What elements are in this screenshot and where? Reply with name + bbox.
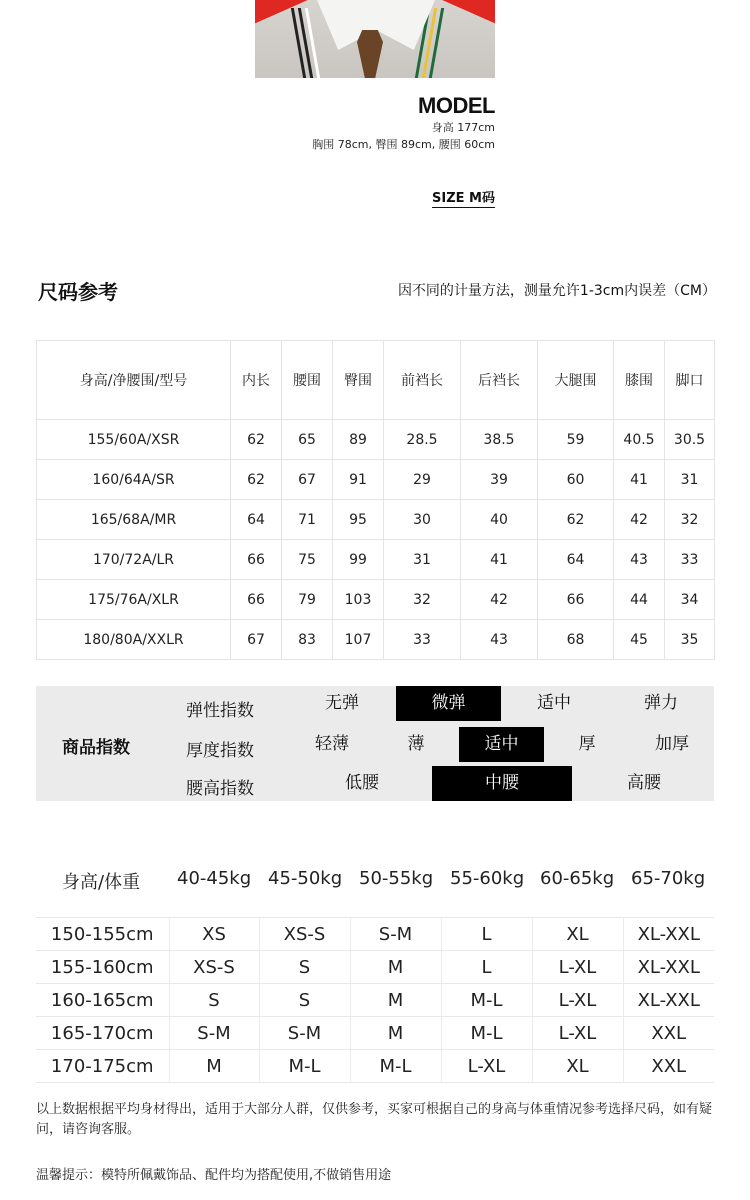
waist-height-option: 高腰 [627,773,661,793]
hw-cell: M-L [441,1017,532,1050]
table-row [36,984,714,1017]
hw-cell: XXL [623,1017,714,1050]
size-cell: 62 [231,420,282,460]
size-cell: 62 [538,500,614,540]
size-cell: 40 [461,500,538,540]
size-cell: 71 [282,500,333,540]
size-table-header [37,341,715,420]
thickness-option: 轻薄 [315,734,349,754]
size-header-cell: 后裆长 [461,341,538,420]
hw-cell: M [350,1017,441,1050]
hw-cell: S-M [259,1017,350,1050]
disclaimer-text: 以上数据根据平均身材得出，适用于大部分人群，仅供参考，买家可根据自己的身高与体重情况参考选择尺码，如有疑问，请咨询客服。 [36,1102,713,1137]
hw-cell: XL [532,918,623,951]
hw-cell: S [259,951,350,984]
size-header-cell: 前裆长 [384,341,461,420]
size-header-cell: 臀围 [333,341,384,420]
hw-cell: S-M [350,918,441,951]
hw-cell: L [441,918,532,951]
table-row [36,1017,714,1050]
table-row [37,540,715,580]
size-cell: 165/68A/MR [37,500,231,540]
size-cell: 68 [538,620,614,660]
model-height: 身高 177cm [431,121,495,134]
table-row [37,460,715,500]
size-cell: 103 [333,580,384,620]
size-cell: 29 [384,460,461,500]
size-cell: 91 [333,460,384,500]
hw-cell: XS-S [169,951,259,984]
size-header-cell: 脚口 [665,341,715,420]
size-cell: 89 [333,420,384,460]
table-row [37,420,715,460]
hw-cell: XS [169,918,259,951]
height-weight-table [36,917,714,1083]
weight-header: 65-70kg [631,868,706,889]
hw-cell: L-XL [532,1017,623,1050]
size-cell: 160/64A/SR [37,460,231,500]
elasticity-option: 适中 [537,693,571,713]
hw-cell: M [350,951,441,984]
hw-cell: 155-160cm [36,951,169,984]
size-cell: 155/60A/XSR [37,420,231,460]
table-row [37,580,715,620]
size-cell: 39 [461,460,538,500]
size-header-cell: 身高/净腰围/型号 [37,341,231,420]
size-cell: 30 [384,500,461,540]
elasticity-option-selected: 微弹 [396,686,501,721]
size-cell: 99 [333,540,384,580]
table-row [36,918,714,951]
hw-cell: XL-XXL [623,918,714,951]
hw-cell: M-L [259,1050,350,1083]
tip-text: 温馨提示：模特所佩戴饰品、配件均为搭配使用,不做销售用途 [36,1168,392,1183]
elasticity-option: 无弹 [325,693,359,713]
weight-header: 45-50kg [268,868,343,889]
size-cell: 42 [461,580,538,620]
product-index-panel [36,686,714,801]
hw-cell: XL-XXL [623,951,714,984]
model-photo [255,0,495,78]
hw-cell: S [169,984,259,1017]
size-cell: 64 [231,500,282,540]
table-row [37,500,715,540]
size-cell: 65 [282,420,333,460]
size-cell: 30.5 [665,420,715,460]
hw-cell: M-L [350,1050,441,1083]
size-cell: 67 [231,620,282,660]
size-cell: 33 [665,540,715,580]
weight-header: 60-65kg [540,868,615,889]
hw-cell: M [169,1050,259,1083]
size-cell: 66 [538,580,614,620]
size-cell: 42 [614,500,665,540]
model-title: MODEL [418,93,495,118]
thickness-label: 厚度指数 [186,741,254,761]
hw-cell: L-XL [532,984,623,1017]
hw-cell: XS-S [259,918,350,951]
model-measurements: 胸围 78cm, 臀围 89cm, 腰围 60cm [312,138,495,151]
size-cell: 107 [333,620,384,660]
size-cell: 31 [665,460,715,500]
waist-height-option-selected: 中腰 [432,766,572,801]
size-cell: 44 [614,580,665,620]
thickness-option: 薄 [407,734,425,754]
size-header-cell: 内长 [231,341,282,420]
model-info [312,93,495,153]
size-cell: 32 [665,500,715,540]
weight-header: 55-60kg [450,868,525,889]
size-cell: 64 [538,540,614,580]
size-cell: 34 [665,580,715,620]
size-cell: 75 [282,540,333,580]
thickness-option-selected: 适中 [459,727,544,762]
size-cell: 62 [231,460,282,500]
elasticity-label: 弹性指数 [186,701,254,721]
hw-cell: 160-165cm [36,984,169,1017]
size-cell: 79 [282,580,333,620]
waist-height-label: 腰高指数 [186,779,254,799]
hw-cell: 165-170cm [36,1017,169,1050]
hw-cell: XL-XXL [623,984,714,1017]
thickness-option: 加厚 [655,734,689,754]
size-cell: 95 [333,500,384,540]
hw-cell: M [350,984,441,1017]
size-header-cell: 膝围 [614,341,665,420]
hw-cell: L [441,951,532,984]
size-cell: 170/72A/LR [37,540,231,580]
table-row [37,620,715,660]
elasticity-option: 弹力 [644,693,678,713]
size-chart-note: 因不同的计量方法，测量允许1-3cm内误差（CM） [397,283,716,299]
size-chart-title: 尺码参考 [38,280,118,304]
size-cell: 32 [384,580,461,620]
size-cell: 28.5 [384,420,461,460]
hw-cell: L-XL [441,1050,532,1083]
size-cell: 41 [461,540,538,580]
size-cell: 41 [614,460,665,500]
size-cell: 67 [282,460,333,500]
size-cell: 31 [384,540,461,580]
size-header-cell: 大腿围 [538,341,614,420]
hw-cell: XL [532,1050,623,1083]
size-cell: 66 [231,580,282,620]
size-cell: 35 [665,620,715,660]
size-cell: 40.5 [614,420,665,460]
model-size: SIZE M码 [432,187,495,208]
weight-header: 50-55kg [359,868,434,889]
size-cell: 33 [384,620,461,660]
table-row [36,1050,714,1083]
size-cell: 83 [282,620,333,660]
size-cell: 175/76A/XLR [37,580,231,620]
size-cell: 59 [538,420,614,460]
hw-cell: S [259,984,350,1017]
size-cell: 66 [231,540,282,580]
hw-corner-label: 身高/体重 [62,872,141,893]
thickness-option: 厚 [578,734,596,754]
size-cell: 43 [614,540,665,580]
hw-cell: 170-175cm [36,1050,169,1083]
waist-height-option: 低腰 [345,773,379,793]
size-header-cell: 腰围 [282,341,333,420]
size-cell: 45 [614,620,665,660]
hw-cell: L-XL [532,951,623,984]
hw-cell: S-M [169,1017,259,1050]
size-cell: 180/80A/XXLR [37,620,231,660]
table-row [36,951,714,984]
size-table [36,340,715,660]
product-index-title: 商品指数 [62,738,130,758]
size-cell: 43 [461,620,538,660]
hw-cell: XXL [623,1050,714,1083]
hw-cell: M-L [441,984,532,1017]
size-cell: 60 [538,460,614,500]
size-cell: 38.5 [461,420,538,460]
hw-cell: 150-155cm [36,918,169,951]
weight-header: 40-45kg [177,868,252,889]
